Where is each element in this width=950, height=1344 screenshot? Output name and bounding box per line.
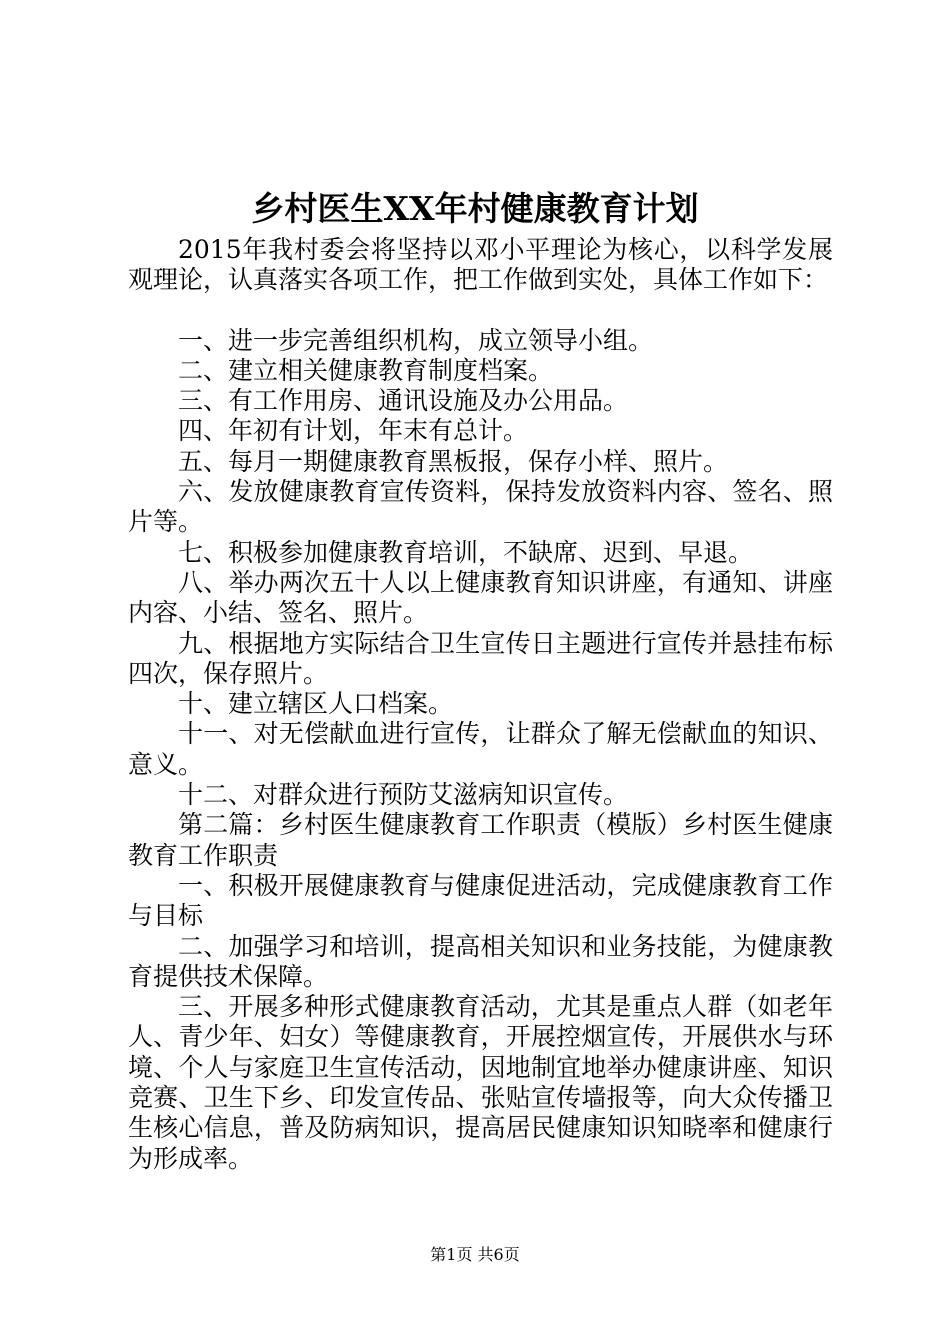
list-item: 一、进一步完善组织机构，成立领导小组。 — [178, 325, 654, 355]
list-item: 一、积极开展健康教育与健康促进活动，完成健康教育工作与目标 — [128, 870, 833, 931]
list-item: 五、每月一期健康教育黑板报，保存小样、照片。 — [178, 446, 729, 476]
list-item: 六、发放健康教育宣传资料，保持发放资料内容、签名、照片等。 — [128, 477, 833, 537]
list-item: 十二、对群众进行预防艾滋病知识宣传。 — [178, 780, 629, 810]
paragraph-spacer — [128, 296, 833, 326]
list-item: 十一、对无偿献血进行宣传，让群众了解无偿献血的知识、意义。 — [128, 719, 833, 779]
list-item: 三、开展多种形式健康教育活动，尤其是重点人群（如老年人、青少年、妇女）等健康教育，开展控烟宣传，开展供水与环境、个人与家庭卫生宣传活动，因地制宜地举办健康讲座、知识竞赛、卫生下乡、印发宣传品、张贴宣传墙报等，向大众传播卫生核心信息，普及防病知识，提高居民健康知识知晓率和健康行为形成率。 — [128, 992, 833, 1173]
list-item: 三、有工作用房、通讯设施及办公用品。 — [178, 386, 629, 416]
list-item: 二、加强学习和培训，提高相关知识和业务技能，为健康教育提供技术保障。 — [128, 931, 833, 991]
list-item: 十、建立辖区人口档案。 — [178, 689, 454, 719]
page-number-footer: 第1页 共6页 — [430, 1245, 520, 1264]
list-item: 二、建立相关健康教育制度档案。 — [178, 355, 554, 385]
list-item: 九、根据地方实际结合卫生宣传日主题进行宣传并悬挂布标四次，保存照片。 — [128, 628, 833, 688]
list-item: 七、积极参加健康教育培训，不缺席、迟到、早退。 — [178, 537, 754, 567]
intro-paragraph: 2015年我村委会将坚持以邓小平理论为核心，以科学发展观理论，认真落实各项工作，把工作做到实处，具体工作如下： — [128, 235, 833, 295]
list-item: 四、年初有计划，年末有总计。 — [178, 416, 529, 446]
page-title: 乡村医生XX年村健康教育计划 — [251, 189, 699, 228]
section-heading-paragraph: 第二篇：乡村医生健康教育工作职责（模版）乡村医生健康教育工作职责 — [128, 810, 833, 870]
document-body — [128, 235, 833, 1174]
list-item: 八、举办两次五十人以上健康教育知识讲座，有通知、讲座内容、小结、签名、照片。 — [128, 567, 833, 628]
